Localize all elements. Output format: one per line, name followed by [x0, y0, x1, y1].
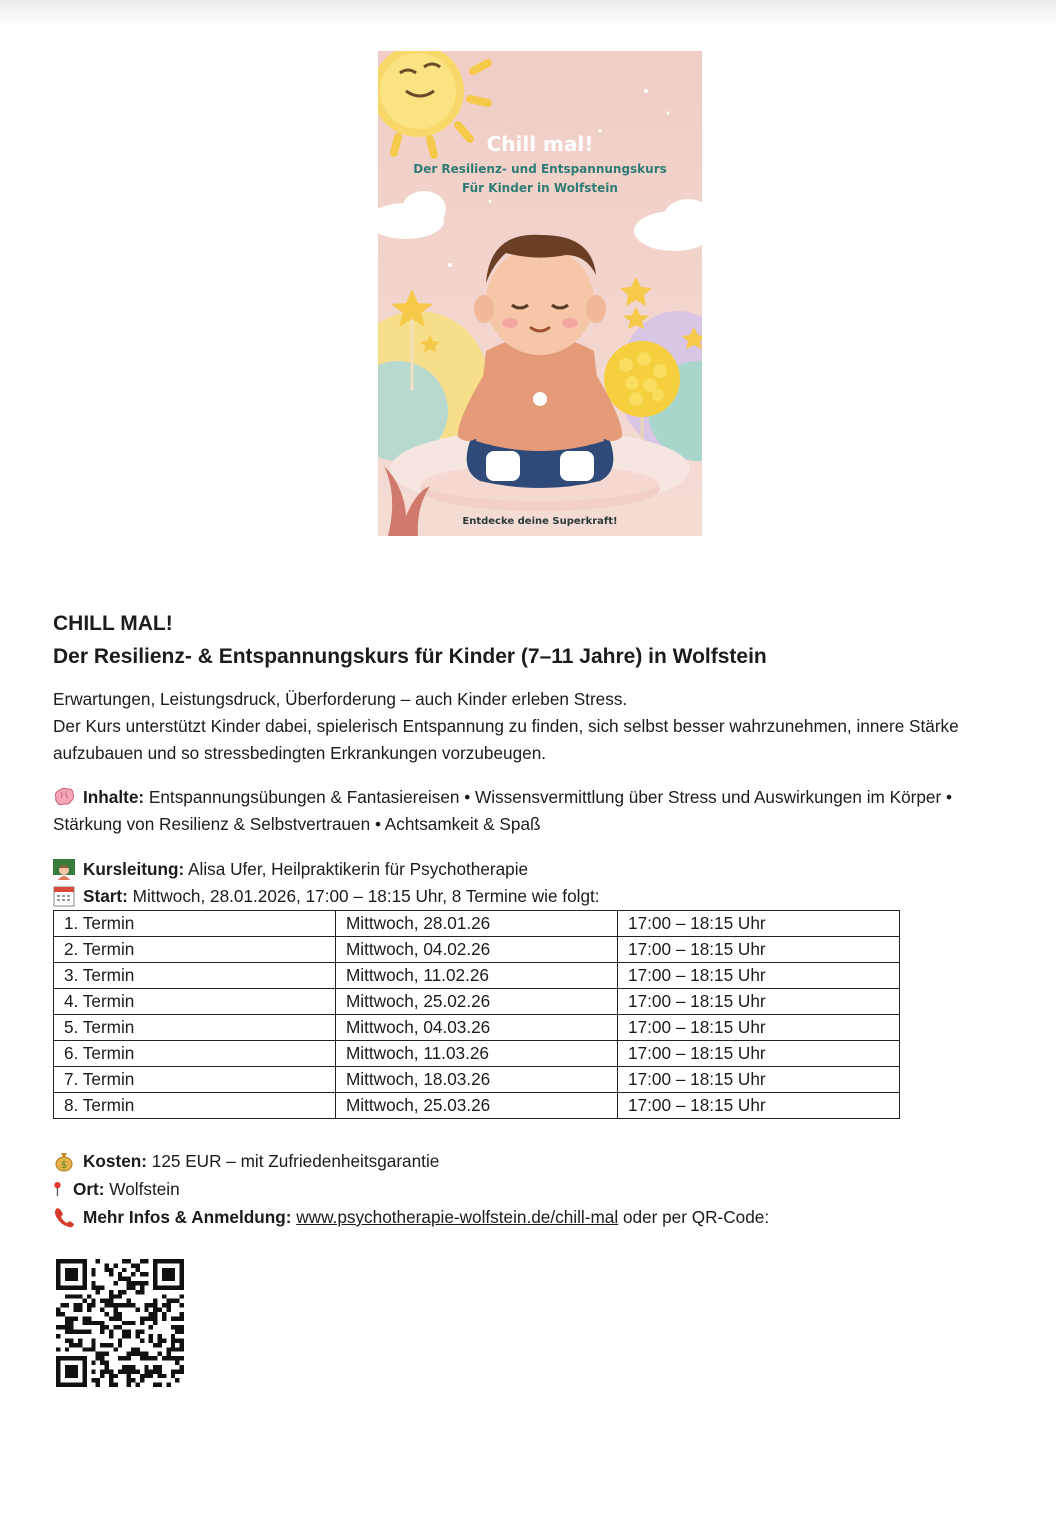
infos-suffix: oder per QR-Code: — [618, 1207, 770, 1227]
schedule-date-cell: Mittwoch, 28.01.26 — [335, 911, 617, 937]
inhalte-label: Inhalte: — [83, 787, 145, 807]
schedule-time-cell: 17:00 – 18:15 Uhr — [618, 1041, 900, 1067]
intro-paragraph-1: Erwartungen, Leistungsdruck, Überforderung – auch Kinder erleben Stress. — [53, 689, 628, 709]
course-poster — [378, 51, 702, 536]
schedule-time-cell: 17:00 – 18:15 Uhr — [618, 1067, 900, 1093]
phone-icon — [53, 1206, 75, 1228]
schedule-time-cell: 17:00 – 18:15 Uhr — [618, 1015, 900, 1041]
schedule-time-cell: 17:00 – 18:15 Uhr — [618, 963, 900, 989]
schedule-row — [54, 989, 900, 1015]
pin-icon — [53, 1178, 67, 1200]
kosten-line — [53, 1147, 1013, 1175]
poster-illustration — [378, 51, 702, 536]
schedule-row — [54, 1093, 900, 1119]
inhalte-section — [53, 784, 1013, 838]
schedule-date-cell: Mittwoch, 11.03.26 — [335, 1041, 617, 1067]
schedule-term-cell: 1. Termin — [54, 911, 336, 937]
schedule-date-cell: Mittwoch, 11.02.26 — [335, 963, 617, 989]
schedule-term-cell: 7. Termin — [54, 1067, 336, 1093]
brain-icon — [53, 786, 75, 808]
kosten-label: Kosten: — [83, 1151, 147, 1171]
ort-label: Ort: — [73, 1179, 105, 1199]
svg-text:$: $ — [60, 1160, 68, 1171]
heading-subtitle: Der Resilienz- & Entspannungskurs für Kinder (7–11 Jahre) in Wolfstein — [53, 645, 767, 668]
schedule-time-cell: 17:00 – 18:15 Uhr — [618, 1093, 900, 1119]
schedule-row — [54, 937, 900, 963]
poster-title: Chill mal! — [486, 132, 594, 156]
schedule-date-cell: Mittwoch, 04.02.26 — [335, 937, 617, 963]
schedule-date-cell: Mittwoch, 25.02.26 — [335, 989, 617, 1015]
schedule-date-cell: Mittwoch, 25.03.26 — [335, 1093, 617, 1119]
intro-text — [53, 686, 1013, 767]
infos-line — [53, 1203, 1013, 1231]
schedule-time-cell: 17:00 – 18:15 Uhr — [618, 937, 900, 963]
ort-text: Wolfstein — [104, 1179, 180, 1199]
heading-title: CHILL MAL! — [53, 612, 173, 635]
flyer-content — [53, 608, 1013, 1231]
schedule-term-cell: 6. Termin — [54, 1041, 336, 1067]
schedule-row — [54, 911, 900, 937]
inhalte-text: Entspannungsübungen & Fantasiereisen • Wissensvermittlung über Stress und Auswirkungen im Körper • Stärkung von Resilienz & Selbstvertrauen • Achtsamkeit & Spaß — [53, 787, 952, 834]
schedule-time-cell: 17:00 – 18:15 Uhr — [618, 911, 900, 937]
poster-subtitle-1: Der Resilienz- und Entspannungskurs — [413, 162, 667, 176]
schedule-row — [54, 1041, 900, 1067]
infos-label: Mehr Infos & Anmeldung: — [83, 1207, 292, 1227]
start-label: Start: — [83, 886, 128, 906]
poster-subtitle-2: Für Kinder in Wolfstein — [462, 181, 618, 195]
intro-paragraph-2: Der Kurs unterstützt Kinder dabei, spielerisch Entspannung zu finden, sich selbst besser wahrzunehmen, innere Stärke aufzubauen und so stressbedingten Erkrankungen vorzubeugen. — [53, 716, 959, 763]
poster-tagline: Entdecke deine Superkraft! — [462, 516, 618, 527]
schedule-table — [53, 910, 900, 1119]
kosten-text: 125 EUR – mit Zufriedenheitsgarantie — [146, 1151, 440, 1171]
money-bag-icon — [53, 1150, 75, 1172]
schedule-term-cell: 3. Termin — [54, 963, 336, 989]
start-line — [53, 883, 1013, 910]
schedule-time-cell: 17:00 – 18:15 Uhr — [618, 989, 900, 1015]
schedule-date-cell: Mittwoch, 04.03.26 — [335, 1015, 617, 1041]
schedule-term-cell: 8. Termin — [54, 1093, 336, 1119]
kursleitung-text: Alisa Ufer, Heilpraktikerin für Psychotherapie — [184, 859, 529, 879]
schedule-term-cell: 5. Termin — [54, 1015, 336, 1041]
course-website-link[interactable]: www.psychotherapie-wolfstein.de/chill-mal — [296, 1207, 619, 1227]
details-block — [53, 1147, 1013, 1231]
calendar-icon — [53, 885, 75, 907]
kursleitung-label: Kursleitung: — [83, 859, 185, 879]
schedule-term-cell: 2. Termin — [54, 937, 336, 963]
ort-line — [53, 1175, 1013, 1203]
qr-code-icon[interactable] — [56, 1259, 184, 1387]
start-text: Mittwoch, 28.01.2026, 17:00 – 18:15 Uhr, 8 Termine wie folgt: — [127, 886, 600, 906]
schedule-date-cell: Mittwoch, 18.03.26 — [335, 1067, 617, 1093]
schedule-term-cell: 4. Termin — [54, 989, 336, 1015]
schedule-row — [54, 1067, 900, 1093]
schedule-row — [54, 1015, 900, 1041]
schedule-row — [54, 963, 900, 989]
top-shade — [0, 0, 1056, 28]
teacher-icon — [53, 858, 75, 880]
kursleitung-line — [53, 856, 1013, 883]
